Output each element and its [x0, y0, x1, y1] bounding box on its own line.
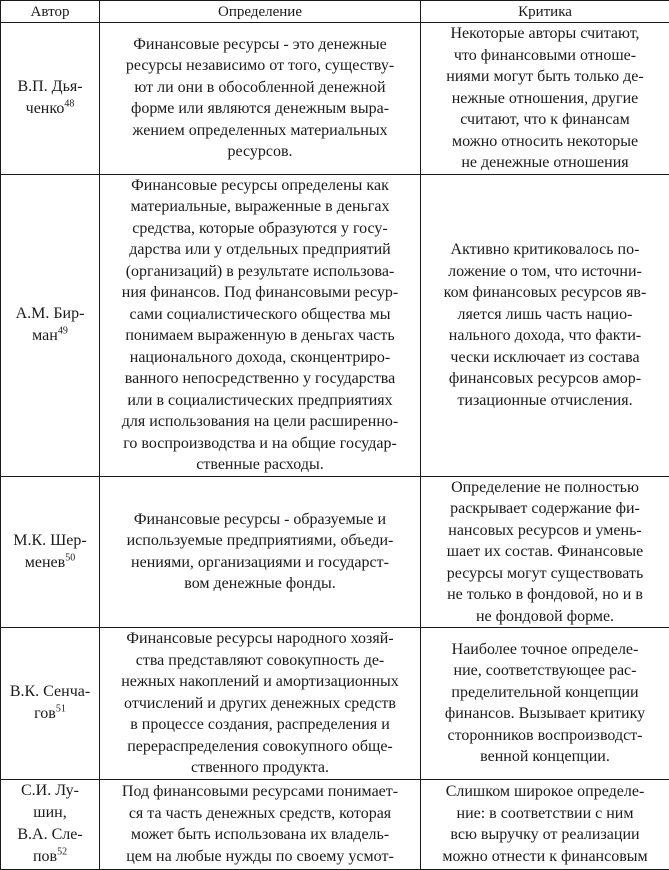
definition-line: ся та часть денежных средств, которая — [104, 803, 416, 825]
critique-line: Наиболее точное определе- — [425, 639, 665, 661]
footnote-ref: 52 — [57, 847, 67, 858]
author-line — [5, 703, 95, 725]
definition-line: понимаем выраженную в деньгах часть — [104, 325, 416, 347]
author-line: В.К. Сенча- — [5, 681, 95, 703]
definition-line: нежных накоплений и амортизационных — [104, 671, 416, 693]
header-row — [1, 1, 669, 23]
table-body — [1, 23, 669, 870]
author-line: В.П. Дья- — [5, 76, 95, 98]
critique-line: нансовых ресурсов и умень- — [425, 520, 665, 542]
critique-line: не только в фондовой, но и в — [425, 584, 665, 606]
definition-line: форме или являются денежным выра- — [104, 98, 416, 120]
author-line: С.И. Лу- — [5, 780, 95, 802]
author-line — [5, 98, 95, 120]
critique-line: сторонников воспроизводст- — [425, 725, 665, 747]
author-line — [5, 552, 95, 574]
author-line: шин, — [5, 802, 95, 824]
author-name-end: ченко — [26, 100, 65, 117]
definition-line: ственные расходы. — [104, 454, 416, 476]
definition-line: отчислений и других денежных средств — [104, 693, 416, 715]
definition-line: дарства или у отдельных предприятий — [104, 239, 416, 261]
definition-line: вом денежные фонды. — [104, 573, 416, 595]
author-cell — [1, 476, 100, 628]
definition-cell — [100, 174, 421, 476]
critique-line: тизационные отчисления. — [425, 390, 665, 412]
critique-line: чески исключает из состава — [425, 347, 665, 369]
critique-line: считают, что к финансам — [425, 109, 665, 131]
table-row — [1, 628, 669, 780]
table-row — [1, 23, 669, 175]
definition-cell — [100, 628, 421, 780]
critique-line: шает их состав. Финансовые — [425, 541, 665, 563]
definition-line: для использования на цели расширенно- — [104, 411, 416, 433]
critique-line: Некоторые авторы считают, — [425, 23, 665, 45]
critique-line: всю выручку от реализации — [425, 824, 665, 846]
critique-line: не фондовой форме. — [425, 606, 665, 628]
definition-cell — [100, 476, 421, 628]
author-cell — [1, 174, 100, 476]
author-name-end: пов — [33, 848, 57, 865]
definition-line: ственного продукта. — [104, 757, 416, 779]
critique-line: можно отнести к финансовым — [425, 846, 665, 868]
table-row — [1, 174, 669, 476]
table-row — [1, 779, 669, 869]
definition-line: цем на любые нужды по своему усмот- — [104, 846, 416, 868]
definition-line: ства представляют совокупность де- — [104, 650, 416, 672]
definition-line: го воспроизводства и на общие государ- — [104, 433, 416, 455]
author-name-end: менев — [25, 554, 65, 571]
author-line: М.К. Шер- — [5, 530, 95, 552]
critique-line: что финансовыми отноше- — [425, 45, 665, 67]
definition-line: средства, которые образуются у госу- — [104, 218, 416, 240]
header-critique: Критика — [421, 1, 669, 23]
definition-line: в процессе создания, распределения и — [104, 714, 416, 736]
definition-cell — [100, 779, 421, 869]
critique-cell — [421, 23, 669, 175]
critique-line: ние, соответствующее рас- — [425, 660, 665, 682]
definition-line: Финансовые ресурсы определены как — [104, 175, 416, 197]
footnote-ref: 51 — [56, 704, 66, 715]
critique-line: Определение не полностью — [425, 477, 665, 499]
critique-line: нального дохода, что факти- — [425, 325, 665, 347]
definition-line: жением определенных материальных — [104, 120, 416, 142]
critique-line: финансовых ресурсов амор- — [425, 368, 665, 390]
definition-line: (организаций) в результате использова- — [104, 261, 416, 283]
critique-line: ние: в соответствии с ним — [425, 803, 665, 825]
author-line: В.А. Сле- — [5, 824, 95, 846]
header-author: Автор — [1, 1, 100, 23]
footnote-ref: 48 — [64, 99, 74, 110]
definition-line: ресурсы независимо от того, существу- — [104, 55, 416, 77]
critique-line: раскрывает содержание фи- — [425, 498, 665, 520]
definition-line: перераспределения совокупного обще- — [104, 736, 416, 758]
definition-line: ния финансов. Под финансовыми ресур- — [104, 282, 416, 304]
author-name-end: ман — [32, 327, 58, 344]
table-row — [1, 476, 669, 628]
author-line — [5, 325, 95, 347]
definition-line: может быть использована их владель- — [104, 824, 416, 846]
definition-line: Финансовые ресурсы - образуемые и — [104, 509, 416, 531]
critique-cell — [421, 779, 669, 869]
author-name-end: гов — [34, 705, 56, 722]
author-cell — [1, 779, 100, 869]
definition-line: ресурсов. — [104, 141, 416, 163]
critique-cell — [421, 174, 669, 476]
footnote-ref: 49 — [58, 326, 68, 337]
definition-line: Под финансовыми ресурсами понимает- — [104, 781, 416, 803]
definition-line: Финансовые ресурсы народного хозяй- — [104, 628, 416, 650]
definition-line: национального дохода, сконцентриро- — [104, 347, 416, 369]
definition-line: ют ли они в обособленной денежной — [104, 77, 416, 99]
author-cell — [1, 628, 100, 780]
definition-line: ванного непосредственно у государства — [104, 368, 416, 390]
critique-line: ниями могут быть только де- — [425, 66, 665, 88]
critique-line: пределительной концепции — [425, 682, 665, 704]
critique-line: ресурсы могут существовать — [425, 563, 665, 585]
definition-cell — [100, 23, 421, 175]
author-cell — [1, 23, 100, 175]
author-line: А.М. Бир- — [5, 303, 95, 325]
definition-line: материальные, выраженные в деньгах — [104, 196, 416, 218]
definition-line: нениями, организациями и государст- — [104, 552, 416, 574]
definition-line: Финансовые ресурсы - это денежные — [104, 34, 416, 56]
critique-line: финансов. Вызывает критику — [425, 703, 665, 725]
critique-line: можно относить некоторые — [425, 131, 665, 153]
definition-line: или в социалистических предприятиях — [104, 390, 416, 412]
critique-line: нежные отношения, другие — [425, 88, 665, 110]
critique-line: ложение о том, что источни- — [425, 261, 665, 283]
critique-cell — [421, 628, 669, 780]
critique-line: венной концепции. — [425, 746, 665, 768]
critique-line: Активно критиковалось по- — [425, 239, 665, 261]
critique-line: Слишком широкое определе- — [425, 781, 665, 803]
author-line — [5, 846, 95, 868]
definition-line: сами социалистического общества мы — [104, 304, 416, 326]
header-definition: Определение — [100, 1, 421, 23]
definition-line: используемые предприятиями, объеди- — [104, 530, 416, 552]
critique-line: ляется лишь часть нацио- — [425, 304, 665, 326]
critique-line: не денежные отношения — [425, 152, 665, 174]
footnote-ref: 50 — [65, 552, 75, 563]
critique-cell — [421, 476, 669, 628]
critique-line: ком финансовых ресурсов яв- — [425, 282, 665, 304]
